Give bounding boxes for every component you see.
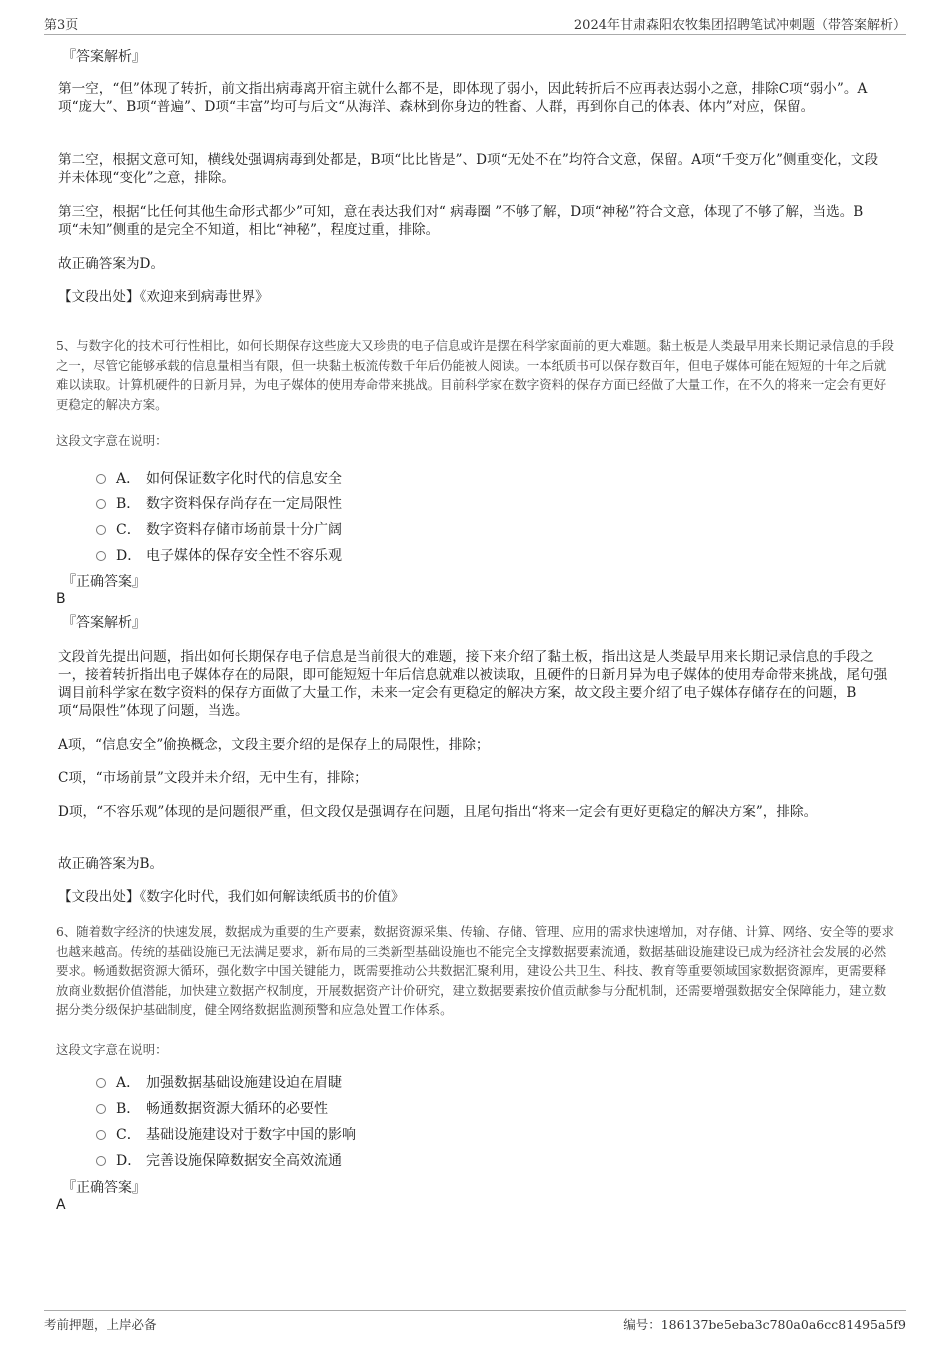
q5-option-b[interactable] [96, 493, 342, 513]
q4-analysis-p3: 第三空，根据“比任何其他生命形式都少”可知，意在表达我们对“ 病毒圈 ”不够了解，D项“神秘”符合文意，体现了不够了解，当选。B项“未知”侧重的是完全不知道，相比“神秘”，程度过重，排除。 [58, 204, 864, 238]
option-text: 完善设施保障数据安全高效流通 [146, 1153, 342, 1169]
q5-analysis-label: 『答案解析』 [62, 615, 146, 631]
option-letter: C． [116, 1127, 141, 1143]
q4-analysis-p1: 第一空，“但”体现了转折，前文指出病毒离开宿主就什么都不是，即体现了弱小，因此转折后不应再表达弱小之意，排除C项“弱小”。A项“庞大”、B项“普遍”、D项“丰富”均可与后文“从海洋、森林到你身边的牲畜、人群，再到你自己的体表、体内”对应，保留。 [58, 81, 868, 115]
q5-analysis-p2: A项，“信息安全”偷换概念，文段主要介绍的是保存上的局限性，排除； [58, 737, 490, 753]
radio-icon[interactable] [96, 525, 106, 535]
option-letter: C． [116, 522, 141, 538]
footer-slogan: 考前押题，上岸必备 [44, 1317, 157, 1332]
q5-source: 【文段出处】《数字化时代，我们如何解读纸质书的价值》 [58, 889, 405, 905]
q5-analysis-p3: C项，“市场前景”文段并未介绍，无中生有，排除； [58, 770, 368, 786]
radio-icon[interactable] [96, 1104, 106, 1114]
q4-answer-line: 故正确答案为D。 [58, 256, 165, 272]
option-text: 畅通数据资源大循环的必要性 [146, 1101, 328, 1117]
option-text: 如何保证数字化时代的信息安全 [146, 471, 342, 487]
q6-option-d[interactable] [96, 1150, 342, 1170]
q6-option-b[interactable] [96, 1098, 328, 1118]
q5-answer-line: 故正确答案为B。 [58, 856, 164, 872]
q6-option-a[interactable] [96, 1072, 342, 1092]
q5-analysis-p1: 文段首先提出问题，指出如何长期保存电子信息是当前很大的难题，接下来介绍了黏土板，指出这是人类最早用来长期记录信息的手段之一，接着转折指出电子媒体存在的局限，即可能短短十年后信息就难以被读取，且硬件的日新月异为电子媒体的使用寿命带来挑战，尾句强调目前科学家在数字资料的保存方面做了大量工作，未来一定会有更稳定的解决方案，故文段主要介绍了电子媒体存储存在的问题，B项“局限性”体现了问题，当选。 [58, 649, 888, 719]
q4-analysis-label: 『答案解析』 [62, 49, 146, 65]
option-text: 基础设施建设对于数字中国的影响 [146, 1127, 356, 1143]
q6-answer-value: A [56, 1197, 66, 1213]
option-letter: D． [116, 1153, 142, 1169]
option-letter: B． [116, 496, 141, 512]
radio-icon[interactable] [96, 474, 106, 484]
page-number: 第3页 [44, 18, 79, 33]
option-letter: A． [116, 1075, 141, 1091]
option-text: 加强数据基础设施建设迫在眉睫 [146, 1075, 342, 1091]
q6-option-c[interactable] [96, 1124, 356, 1144]
document-id: 编号：186137be5eba3c780a0a6cc81495a5f9 [623, 1317, 906, 1332]
q6-question-text: 6、随着数字经济的快速发展，数据成为重要的生产要素，数据资源采集、传输、存储、管理、应用的需求快速增加，对存储、计算、网络、安全等的要求也越来越高。传统的基础设施已无法满足要求，新布局的三类新型基础设施也不能完全支撑数据要素流通，数据基础设施建设已成为经济社会发展的必然要求。畅通数据资源大循环，强化数字中国关键能力，既需要推动公共数据汇聚利用，建设公共卫生、科技、教育等重要领域国家数据资源库，更需要释放商业数据价值潜能，加快建立数据产权制度，开展数据资产计价研究，建立数据要素按价值贡献参与分配机制，还需要增强数据安全保障能力，建立数据分类分级保护基础制度，健全网络数据监测预警和应急处置工作体系。 [56, 924, 895, 1017]
page-header [44, 12, 906, 35]
q4-analysis-p2: 第二空，根据文意可知，横线处强调病毒到处都是，B项“比比皆是”、D项“无处不在”均符合文意，保留。A项“千变万化”侧重变化，文段并未体现“变化”之意，排除。 [58, 152, 879, 186]
radio-icon[interactable] [96, 1078, 106, 1088]
page-footer [44, 1310, 906, 1337]
option-text: 数字资料存储市场前景十分广阔 [146, 522, 342, 538]
q5-analysis-p4: D项，“不容乐观”体现的是问题很严重，但文段仅是强调存在问题，且尾句指出“将来一定会有更好更稳定的解决方案”，排除。 [58, 804, 818, 820]
q4-source: 【文段出处】《欢迎来到病毒世界》 [58, 289, 269, 305]
radio-icon[interactable] [96, 499, 106, 509]
q6-prompt: 这段文字意在说明： [56, 1042, 168, 1057]
q6-answer-label: 『正确答案』 [62, 1180, 146, 1196]
option-letter: A． [116, 471, 141, 487]
radio-icon[interactable] [96, 1156, 106, 1166]
option-letter: D． [116, 548, 142, 564]
q5-option-d[interactable] [96, 545, 342, 565]
document-title: 2024年甘肃森阳农牧集团招聘笔试冲刺题（带答案解析） [573, 18, 906, 33]
q5-answer-value: B [56, 591, 66, 607]
q5-prompt: 这段文字意在说明： [56, 433, 168, 448]
q5-option-c[interactable] [96, 519, 342, 539]
q5-answer-label: 『正确答案』 [62, 574, 146, 590]
q5-question-text: 5、与数字化的技术可行性相比，如何长期保存这些庞大又珍贵的电子信息或许是摆在科学家面前的更大难题。黏土板是人类最早用来长期记录信息的手段之一，尽管它能够承载的信息量相当有限，但一块黏土板流传数千年后仍能被人阅读。一本纸质书可以保存数百年，但电子媒体可能在短短的十年之后就难以读取。计算机硬件的日新月异，为电子媒体的使用寿命带来挑战。目前科学家在数字资料的保存方面已经做了大量工作，在不久的将来一定会有更好更稳定的解决方案。 [56, 338, 895, 412]
radio-icon[interactable] [96, 551, 106, 561]
option-letter: B． [116, 1101, 141, 1117]
radio-icon[interactable] [96, 1130, 106, 1140]
option-text: 数字资料保存尚存在一定局限性 [146, 496, 342, 512]
option-text: 电子媒体的保存安全性不容乐观 [146, 548, 342, 564]
q5-option-a[interactable] [96, 468, 342, 488]
